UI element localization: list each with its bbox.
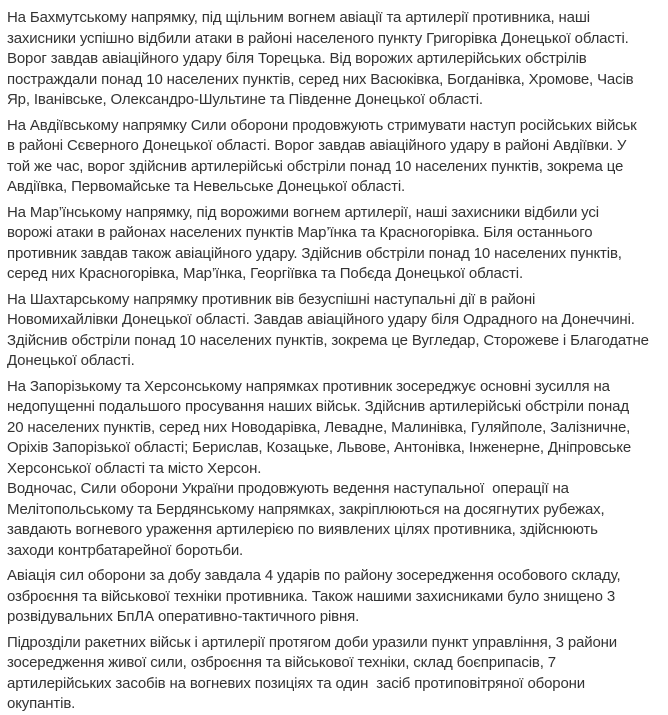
text-line: Водночас, Сили оборони України продовжують ведення наступальної операції на [7,480,569,497]
text-line: На Бахмутському напрямку, під щільним вогнем авіації та артилерії противника, наші [7,9,590,26]
text-line: недопущенні подальшого просування наших військ. Здійснив артилерійські обстріли понад [7,398,629,415]
paragraph-zaporizhzhia-kherson-direction [7,377,664,480]
text-line: На Шахтарському напрямку противник вів безуспішні наступальні дії в районі [7,290,536,308]
paragraph-missile-artillery-strikes [7,633,664,715]
text-line: На Запорізькому та Херсонському напрямках противник зосереджує основні зусилля на [7,377,610,395]
text-line: На Мар’їнському напрямку, під ворожими вогнем артилерії, наші захисники відбили усі [7,203,599,221]
text-line: Авіація сил оборони за добу завдала 4 ударів по району зосередження особового складу, [7,567,621,584]
text-line: окупантів. [7,695,76,712]
text-line: противник завдав також авіаційного удару. Здійснив обстріли понад 10 населених пунктів, [7,244,622,262]
text-line: Здійснив обстріли понад 10 населених пунктів, зокрема це Вугледар, Сторожеве і Благодатне [7,331,649,349]
text-line: Авдіївка, Первомайське та Невельське Донецької області. [7,178,406,195]
text-line: зосередження живої сили, озброєння та військової техніки, склад боєприпасів, 7 [7,654,556,671]
text-line: Яр, Іванівське, Олександро-Шультине та Південне Донецької області. [7,91,483,108]
paragraph-marinka-direction [7,203,664,285]
text-line: розвідувальних БпЛА оперативно-тактичного рівня. [7,608,360,625]
text-line: той же час, ворог здійснив артилерійські обстріли понад 10 населених пунктів, зокрема це [7,157,624,175]
text-line: Підрозділи ракетних військ і артилерії протягом доби уразили пункт управління, 3 райони [7,633,618,651]
text-line: 20 населених пунктів, серед них Новодарівка, Левадне, Малинівка, Гуляйполе, Залізничне, [7,418,631,436]
text-line: в районі Сєверного Донецької області. Ворог завдав авіаційного удару в районі Авдіївки. У [7,137,627,154]
post-body [7,8,664,715]
text-line: серед них Красногорівка, Мар’їнка, Георгіївка та Побєда Донецької області. [7,265,523,282]
text-line: захисники успішно відбили атаки в районі населеного пункту Григорівка Донецької області. [7,29,629,47]
paragraph-avdiivka-direction [7,116,664,198]
paragraph-melitopol-berdiansk-offensive [7,479,664,561]
paragraph-bakhmut-direction [7,8,664,111]
text-line: озброєння та військової техніки противника. Також нашими захисниками було знищено 3 [7,587,616,605]
text-line: На Авдіївському напрямку Сили оборони продовжують стримувати наступ російських військ [7,116,637,134]
paragraph-aviation-strikes [7,566,664,628]
text-line: Оріхів Запорізької області; Берислав, Козацьке, Львове, Антонівка, Інженерне, Дніпровське [7,439,632,456]
text-line: артилерійських засобів на вогневих позиціях та один засіб протиповітряної оборони [7,674,586,692]
text-line: Новомихайлівки Донецької області. Завдав авіаційного удару біля Одрадного на Донеччині. [7,311,635,328]
text-line: Херсонської області та місто Херсон. [7,459,262,477]
text-line: Донецької області. [7,352,135,369]
paragraph-shakhtarsk-direction [7,290,664,372]
text-line: постраждали понад 10 населених пунктів, серед них Васюківка, Богданівка, Хромове, Часів [7,70,634,88]
text-line: ворожі атаки в районах населених пунктів Мар’їнка та Красногорівка. Біля останнього [7,224,593,241]
text-line: Мелітопольському та Бердянському напрямках, закріплюються на досягнутих рубежах, [7,500,605,518]
text-line: Ворог завдав авіаційного удару біля Торецька. Від ворожих артилерійських обстрілів [7,50,587,67]
text-line: заходи контрбатарейної боротьби. [7,541,244,559]
text-line: завдають вогневого ураження артилерією по виявлених цілях противника, здійснюють [7,521,598,538]
